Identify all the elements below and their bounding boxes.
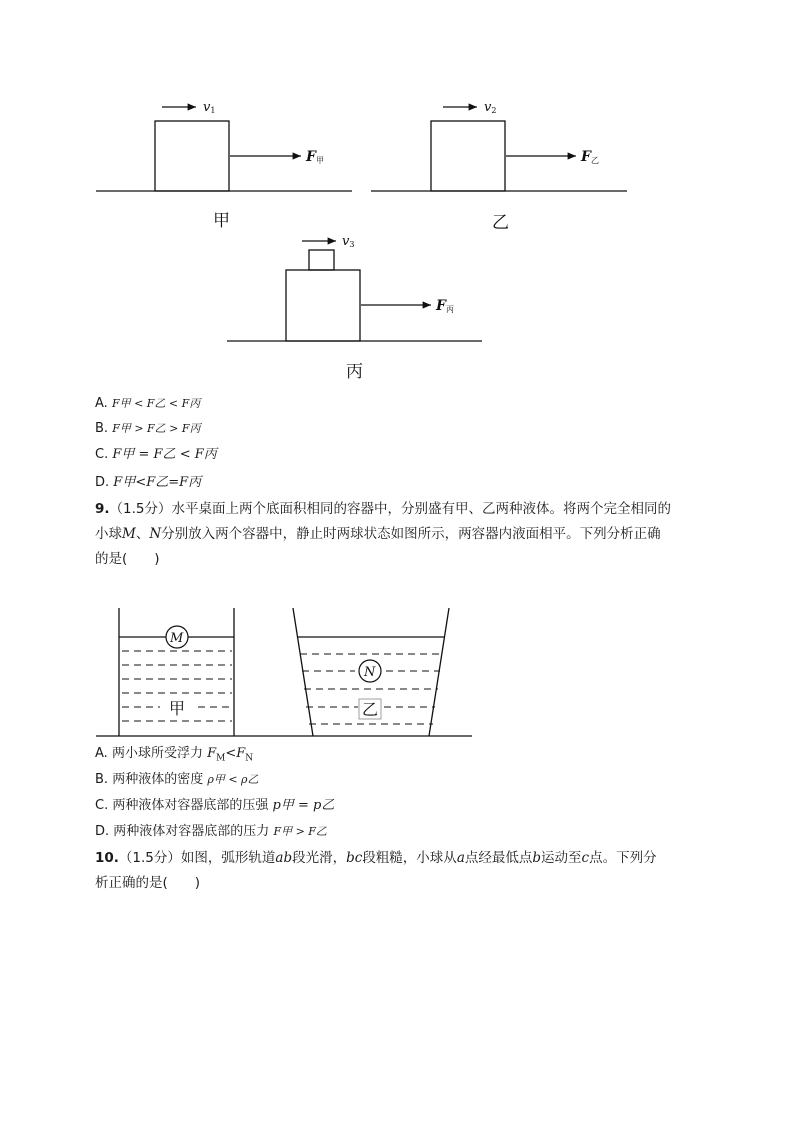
svg-text:F甲: F甲 <box>306 149 324 165</box>
caption-yi: 乙 <box>492 213 509 233</box>
q9-option-a-math: $F_M<F_N$ <box>207 746 254 764</box>
q8-option-c[interactable]: C. F甲 = F乙 < F丙 <box>95 447 217 462</box>
q8-option-a[interactable]: A. F甲 < F乙 < F丙 <box>95 396 201 411</box>
svg-text:M: M <box>170 631 184 646</box>
svg-text:F乙: F乙 <box>581 149 599 165</box>
q9-option-c[interactable]: C. 两种液体对容器底部的压强 p甲 = p乙 <box>95 798 335 813</box>
svg-text:v3: v3 <box>342 234 355 249</box>
question-9-stem: 9.（1.5分）水平桌面上两个底面积相同的容器中，分别盛有甲、乙两种液体。将两个完全相同的 小球M、N分别放入两个容器中，静止时两球状态如图所示，两容器内液面相平。下列分析正确 的是( ) <box>95 501 672 567</box>
svg-text:v1: v1 <box>203 100 216 115</box>
container-jia <box>119 608 234 736</box>
svg-text:F丙: F丙 <box>436 298 454 314</box>
question-10-stem: 10.（1.5分）如图，弧形轨道ab段光滑，bc段粗糙，小球从a点经最低点b运动至c点。下列分 析正确的是( ) <box>95 850 657 891</box>
block-bing-diagram <box>227 234 482 382</box>
q8-option-d[interactable]: D. F甲<F乙=F丙 <box>95 475 202 490</box>
block-jia-diagram <box>96 100 352 231</box>
q9-option-d[interactable]: D. 两种液体对容器底部的压力 F甲 > F乙 <box>95 824 327 839</box>
q8-option-b[interactable]: B. F甲 > F乙 > F丙 <box>95 421 201 436</box>
force-label-yi: F <box>581 149 591 165</box>
force-label-jia: F <box>306 149 316 165</box>
liquid-yi-label: 乙 <box>362 700 379 719</box>
q9-option-b[interactable]: B. 两种液体的密度 ρ甲 < ρ乙 <box>95 772 259 787</box>
force-diagram-figure <box>0 0 794 390</box>
caption-jia: 甲 <box>213 211 230 231</box>
svg-text:N: N <box>364 665 376 680</box>
force-label-bing: F <box>436 298 446 314</box>
velocity-label-v3: v <box>342 234 350 249</box>
containers-figure <box>0 600 794 742</box>
svg-text:v2: v2 <box>484 100 497 115</box>
block-yi-diagram <box>371 100 627 233</box>
velocity-label-v1: v <box>203 100 211 115</box>
caption-bing: 丙 <box>346 362 363 382</box>
liquid-jia-label: 甲 <box>169 699 186 718</box>
velocity-label-v2: v <box>484 100 492 115</box>
q9-option-a[interactable]: A. 两小球所受浮力 $F_M<F_N$ <box>95 746 254 764</box>
container-yi <box>293 608 449 736</box>
